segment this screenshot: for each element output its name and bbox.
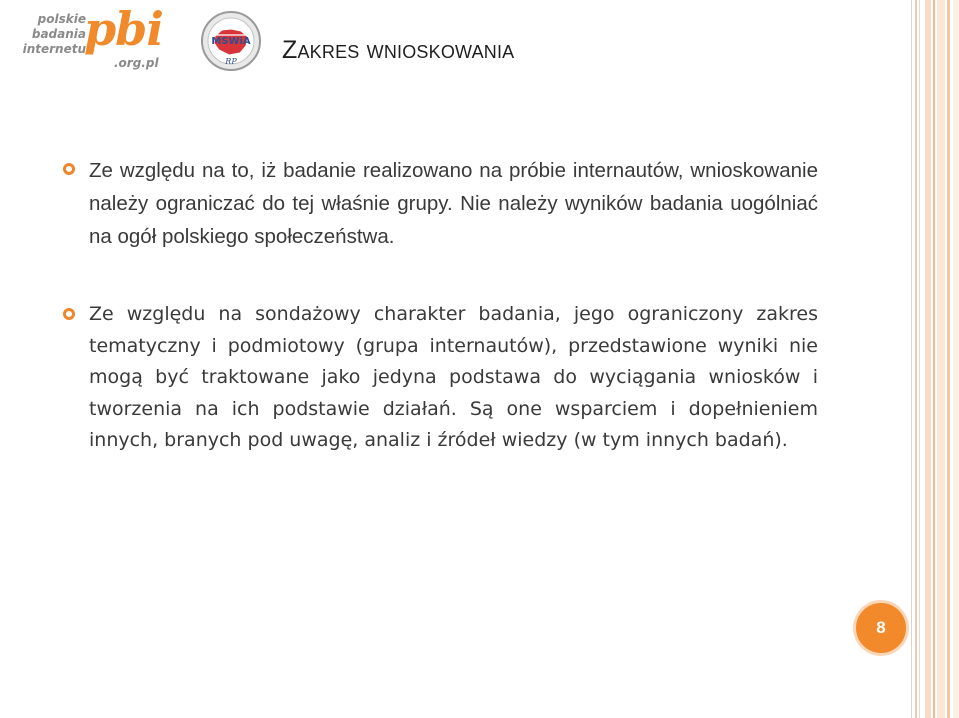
slide-title: Zakres wnioskowania [282,36,515,64]
pbi-logo [18,2,168,74]
mswia-logo-text: MSWiA [211,36,251,47]
bullet-text-1: Ze względu na to, iż badanie realizowano na próbie internautów, wnioskowanie należy ograniczać do tej właśnie grupy. Nie należy wyników badania uogólniać na ogół polskiego społeczeństwa. [89,159,818,248]
mswia-emblem-icon [200,10,262,72]
pbi-logo-line2: badania [31,27,86,41]
bullet-text-2: Ze względu na sondażowy charakter badania, jego ograniczony zakres tematyczny i podmiotowy (grupa internautów), przedstawione wyniki nie mogą być traktowane jako jedyna podstawa do wyciągania wniosków i tworzenia na ich podstawie działań. Są one wsparciem i dopełnieniem innych, branych pod uwagę, analiz i źródeł wiedzy (w tym innych badań). [89,303,818,451]
bullet-ring-icon [63,163,75,175]
page-number-badge [853,600,909,656]
pbi-logo-line3: internetu [22,42,86,56]
bullet-ring-icon [63,308,75,320]
pbi-logo-line1: polskie [37,12,86,26]
mswia-logo-sub: RP [225,57,237,66]
decorative-stripes [911,0,959,718]
pbi-logo-domain: .org.pl [114,56,159,70]
pbi-logo-mark: pbi [84,2,163,56]
page-number: 8 [876,618,886,637]
mswia-logo [200,10,262,72]
